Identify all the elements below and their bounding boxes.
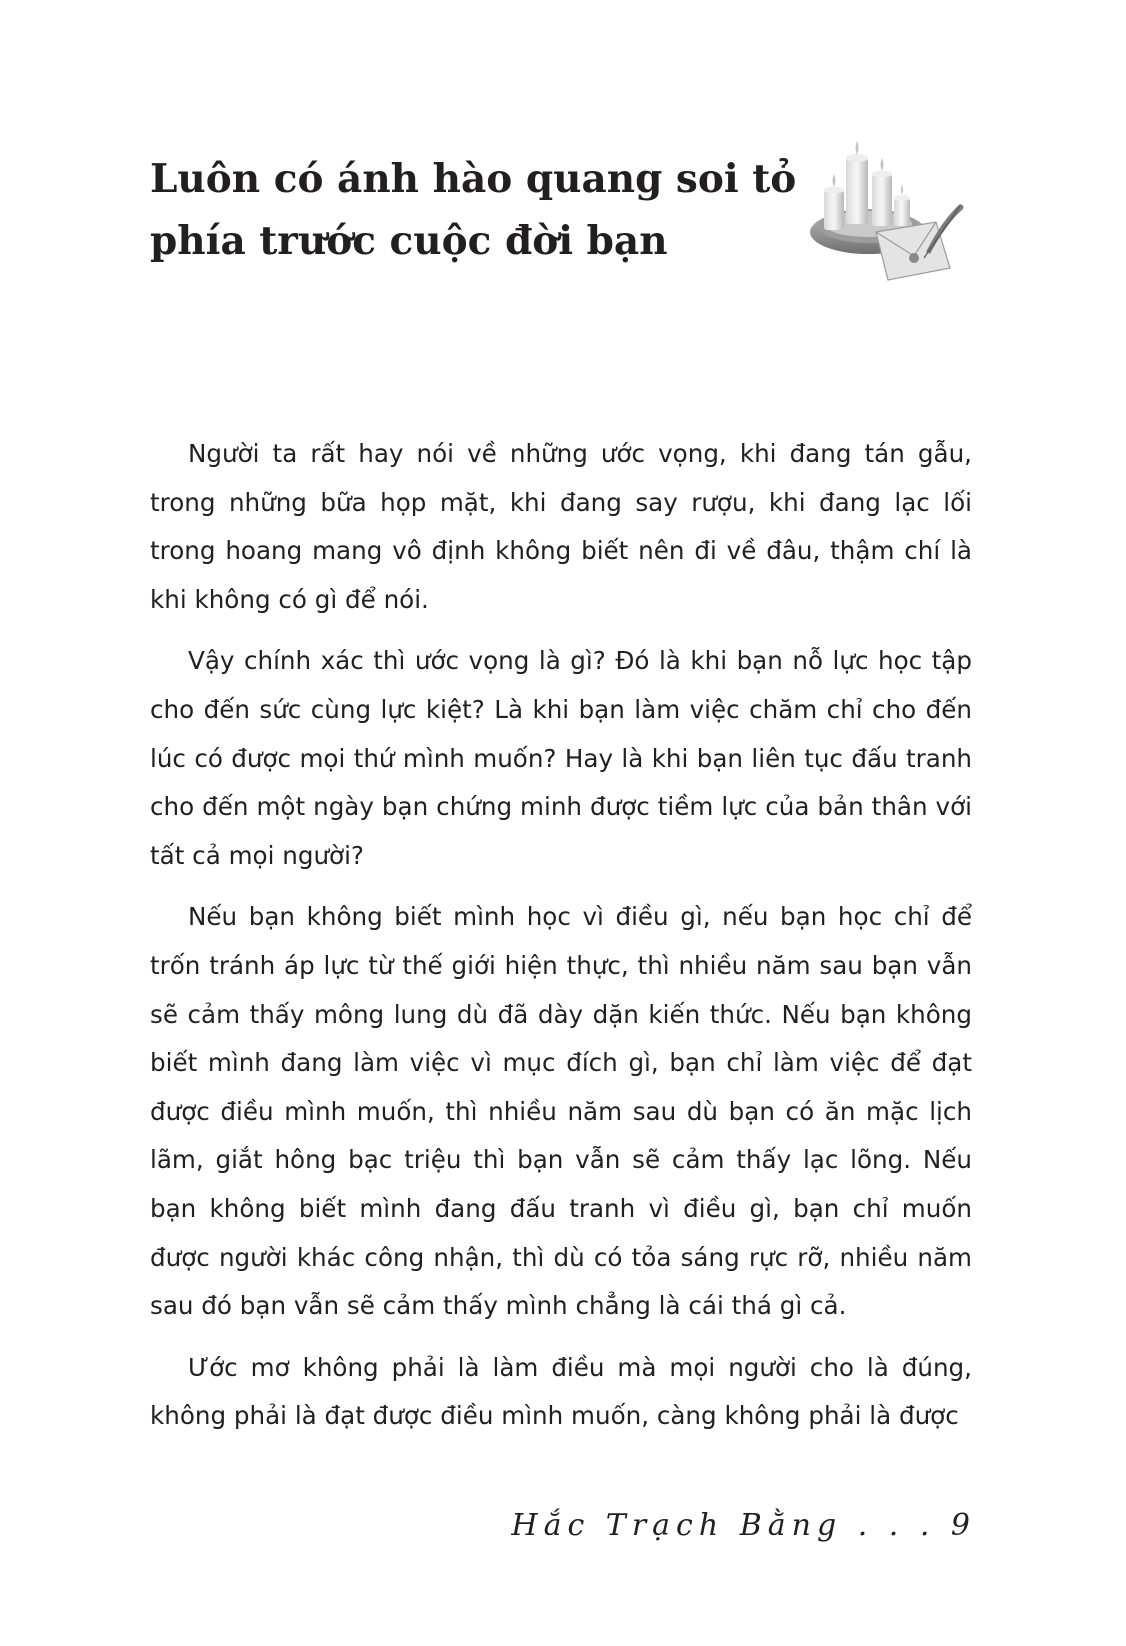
chapter-title-line-2: phía trước cuộc đời bạn xyxy=(150,218,668,264)
chapter-body xyxy=(150,430,972,1454)
paragraph: Ước mơ không phải là làm điều mà mọi người cho là đúng, không phải là đạt được điều mình muốn, càng không phải là được xyxy=(150,1352,972,1431)
chapter-title-line-1: Luôn có ánh hào quang soi tỏ xyxy=(150,156,797,202)
chapter-title xyxy=(150,148,797,272)
candles-and-quill-icon xyxy=(810,140,970,290)
paragraph: Người ta rất hay nói về những ước vọng, khi đang tán gẫu, trong những bữa họp mặt, khi đang say rượu, khi đang lạc lối trong hoang mang vô định không biết nên đi về đâu, thậm chí là khi không có gì để nói. xyxy=(150,439,972,614)
running-footer-page-number: Hắc Trạch Bằng . . . 9 xyxy=(511,1508,976,1543)
paragraph: Vậy chính xác thì ước vọng là gì? Đó là khi bạn nỗ lực học tập cho đến sức cùng lực kiệt? Là khi bạn làm việc chăm chỉ cho đến lúc có được mọi thứ mình muốn? Hay là khi bạn liên tục đấu tranh cho đến một ngày bạn chứng minh được tiềm lực của bản thân với tất cả mọi người? xyxy=(150,646,972,870)
paragraph: Nếu bạn không biết mình học vì điều gì, nếu bạn học chỉ để trốn tránh áp lực từ thế giới hiện thực, thì nhiều năm sau bạn vẫn sẽ cảm thấy mông lung dù đã dày dặn kiến thức. Nếu bạn không biết mình đang làm việc vì mục đích gì, bạn chỉ làm việc để đạt được điều mình muốn, thì nhiều năm sau dù bạn có ăn mặc lịch lãm, giắt hông bạc triệu thì bạn vẫn sẽ cảm thấy lạc lõng. Nếu bạn không biết mình đang đấu tranh vì điều gì, bạn chỉ muốn được người khác công nhận, thì dù có tỏa sáng rực rỡ, nhiều năm sau đó bạn vẫn sẽ cảm thấy mình chẳng là cái thá gì cả. xyxy=(150,902,972,1321)
